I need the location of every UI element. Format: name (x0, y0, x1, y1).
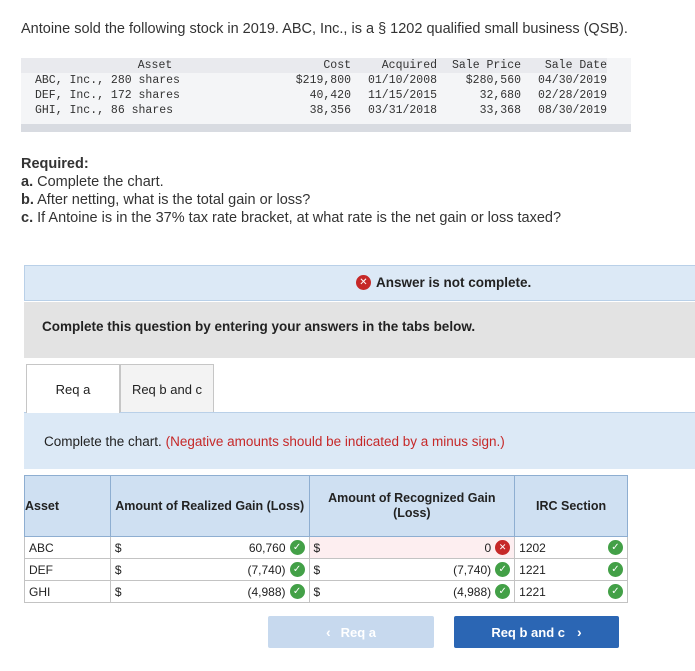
check-icon: ✓ (290, 562, 305, 577)
required-title: Required: (21, 156, 89, 172)
stock-header-sale-price: Sale Price (451, 59, 521, 72)
table-row (25, 581, 628, 603)
instruction-box (24, 302, 695, 358)
realized-gain-cell[interactable] (110, 537, 309, 559)
required-letter-a: a. (21, 174, 34, 190)
required-letter-c: c. (21, 210, 34, 226)
answer-status-text: Answer is not complete. (376, 275, 532, 290)
stock-cell-cost: 38,356 (309, 104, 351, 117)
required-item-c (21, 209, 561, 227)
realized-gain-cell[interactable] (110, 559, 309, 581)
recognized-gain-value[interactable]: 0 (484, 540, 492, 555)
currency-symbol: $ (313, 584, 321, 599)
stock-box-bottom-bar (21, 124, 631, 132)
next-tab-label: Req b and c (491, 624, 565, 640)
required-text-c: If Antoine is in the 37% tax rate bracket, at what rate is the net gain or loss taxed? (37, 210, 562, 226)
panel-note: (Negative amounts should be indicated by a minus sign.) (165, 434, 505, 449)
stock-cell-sale-price: 33,368 (479, 104, 521, 117)
stock-cell-acquired: 01/10/2008 (367, 74, 437, 87)
next-tab-button[interactable] (454, 616, 619, 648)
currency-symbol: $ (313, 562, 321, 577)
stock-header-acquired: Acquired (381, 59, 437, 72)
stock-cell-cost: 40,420 (309, 89, 351, 102)
header-asset: Asset (25, 476, 111, 537)
instruction-text: Complete this question by entering your answers in the tabs below. (42, 319, 476, 334)
stock-cell-asset: ABC, Inc., 280 shares (35, 74, 180, 87)
tab-req-a[interactable]: Req a (26, 364, 120, 413)
stock-header-sale-date: Sale Date (544, 59, 607, 72)
stock-cell-sale-date: 02/28/2019 (537, 89, 607, 102)
header-realized-gain: Amount of Realized Gain (Loss) (110, 476, 309, 537)
irc-section-cell[interactable] (515, 559, 628, 581)
stock-cell-acquired: 03/31/2018 (367, 104, 437, 117)
currency-symbol: $ (313, 540, 321, 555)
realized-gain-cell[interactable] (110, 581, 309, 603)
recognized-gain-cell[interactable] (309, 537, 515, 559)
stock-row (21, 88, 607, 103)
currency-symbol: $ (114, 584, 122, 599)
answer-grid (24, 475, 628, 603)
check-icon: ✓ (608, 584, 623, 599)
irc-section-cell[interactable] (515, 581, 628, 603)
required-text-a: Complete the chart. (37, 174, 164, 190)
panel-text (44, 434, 505, 449)
prev-tab-label: Req a (340, 624, 377, 640)
panel-instruction: Complete the chart. (44, 434, 162, 449)
stock-row (21, 73, 607, 88)
currency-symbol: $ (114, 540, 122, 555)
realized-gain-value[interactable]: 60,760 (248, 540, 286, 555)
chevron-right-icon: › (577, 624, 582, 640)
answer-grid-header (25, 476, 628, 537)
realized-gain-value[interactable]: (4,988) (247, 584, 286, 599)
required-section (21, 155, 561, 227)
stock-cell-sale-date: 04/30/2019 (537, 74, 607, 87)
x-circle-icon: ✕ (356, 275, 371, 290)
stock-cell-sale-date: 08/30/2019 (537, 104, 607, 117)
table-row (25, 537, 628, 559)
required-item-a (21, 173, 561, 191)
header-recognized-gain: Amount of Recognized Gain (Loss) (309, 476, 515, 537)
recognized-gain-value[interactable]: (7,740) (453, 562, 492, 577)
check-icon: ✓ (495, 584, 510, 599)
stock-header-cost: Cost (323, 59, 351, 72)
irc-section-value[interactable]: 1221 (519, 584, 546, 599)
stock-table-header (21, 58, 607, 73)
check-icon: ✓ (608, 540, 623, 555)
irc-section-cell[interactable] (515, 537, 628, 559)
chevron-left-icon: ‹ (325, 624, 331, 640)
recognized-gain-cell[interactable] (309, 581, 515, 603)
asset-cell: GHI (25, 581, 111, 603)
check-icon: ✓ (608, 562, 623, 577)
intro-text: Antoine sold the following stock in 2019. ABC, Inc., is a § 1202 qualified small business (QSB). (21, 21, 628, 37)
stock-cell-sale-price: $280,560 (465, 74, 521, 87)
irc-section-value[interactable]: 1221 (519, 562, 546, 577)
recognized-gain-cell[interactable] (309, 559, 515, 581)
tab-panel-instructions (24, 412, 695, 469)
stock-cell-sale-price: 32,680 (479, 89, 521, 102)
x-circle-icon: ✕ (495, 540, 510, 555)
prev-tab-button[interactable] (268, 616, 434, 648)
required-letter-b: b. (21, 192, 34, 208)
check-icon: ✓ (495, 562, 510, 577)
stock-cell-acquired: 11/15/2015 (367, 89, 437, 102)
recognized-gain-value[interactable]: (4,988) (453, 584, 492, 599)
check-icon: ✓ (290, 584, 305, 599)
currency-symbol: $ (114, 562, 122, 577)
asset-cell: DEF (25, 559, 111, 581)
stock-cell-asset: DEF, Inc., 172 shares (35, 89, 180, 102)
realized-gain-value[interactable]: (7,740) (247, 562, 286, 577)
stock-header-asset: Asset (137, 59, 173, 72)
stock-table (21, 58, 607, 118)
header-irc-section: IRC Section (515, 476, 628, 537)
answer-status-banner (24, 265, 695, 301)
check-icon: ✓ (290, 540, 305, 555)
stock-row (21, 103, 607, 118)
irc-section-value[interactable]: 1202 (519, 540, 546, 555)
tab-req-b-and-c[interactable]: Req b and c (120, 364, 214, 413)
stock-cell-cost: $219,800 (295, 74, 351, 87)
stock-data-box (21, 58, 631, 132)
asset-cell: ABC (25, 537, 111, 559)
answer-status-message (356, 275, 531, 290)
table-row (25, 559, 628, 581)
stock-cell-asset: GHI, Inc., 86 shares (35, 104, 174, 117)
required-text-b: After netting, what is the total gain or loss? (37, 192, 311, 208)
required-item-b (21, 191, 561, 209)
